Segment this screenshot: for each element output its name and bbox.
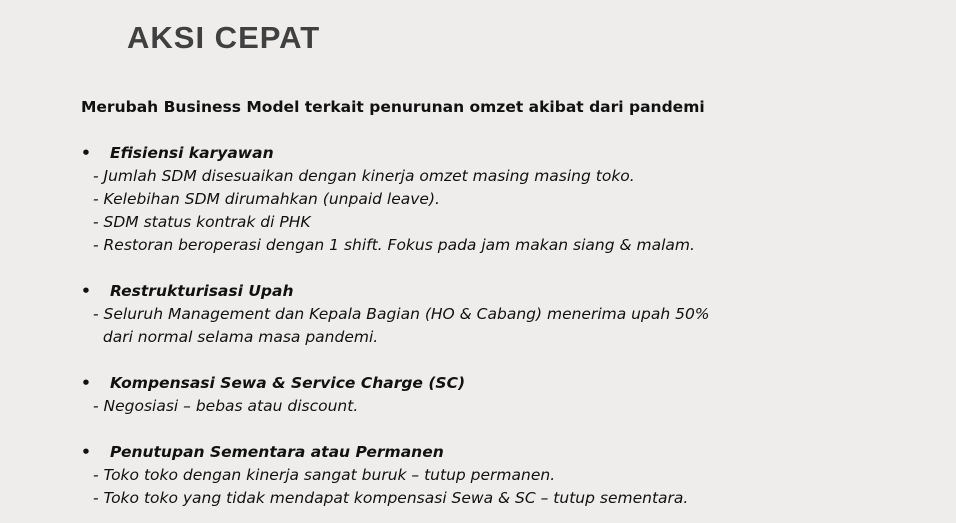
list-item: - Restoran beroperasi dengan 1 shift. Fokus pada jam makan siang & malam.: [93, 236, 695, 254]
list-item: - Jumlah SDM disesuaikan dengan kinerja omzet masing masing toko.: [93, 167, 635, 185]
intro-text: Merubah Business Model terkait penurunan omzet akibat dari pandemi: [81, 98, 705, 116]
list-item: - Toko toko dengan kinerja sangat buruk – tutup permanen.: [93, 466, 556, 484]
list-item: - Toko toko yang tidak mendapat kompensasi Sewa & SC – tutup sementara.: [93, 489, 689, 507]
bullet-icon: •: [81, 282, 91, 300]
list-item: - SDM status kontrak di PHK: [93, 213, 311, 231]
list-item: - Seluruh Management dan Kepala Bagian (HO & Cabang) menerima upah 50%: [93, 305, 710, 323]
section-efisiensi-karyawan: [81, 142, 941, 257]
section-heading: [81, 142, 941, 165]
section-heading: [81, 441, 941, 464]
section-heading-text: Kompensasi Sewa & Service Charge (SC): [110, 374, 466, 392]
section-penutupan: [81, 441, 941, 510]
section-heading-text: Efisiensi karyawan: [110, 144, 274, 162]
slide-body: [81, 96, 941, 510]
section-restrukturisasi-upah: [81, 280, 941, 349]
section-heading: [81, 372, 941, 395]
bullet-icon: •: [81, 443, 91, 461]
bullet-icon: •: [81, 144, 91, 162]
section-heading-text: Penutupan Sementara atau Permanen: [110, 443, 444, 461]
section-kompensasi-sewa: [81, 372, 941, 418]
bullet-icon: •: [81, 374, 91, 392]
section-heading: [81, 280, 941, 303]
section-heading-text: Restrukturisasi Upah: [110, 282, 294, 300]
list-item: - Kelebihan SDM dirumahkan (unpaid leave).: [93, 190, 440, 208]
list-item: dari normal selama masa pandemi.: [93, 328, 379, 346]
slide-title: AKSI CEPAT: [127, 20, 321, 55]
list-item: - Negosiasi – bebas atau discount.: [93, 397, 359, 415]
